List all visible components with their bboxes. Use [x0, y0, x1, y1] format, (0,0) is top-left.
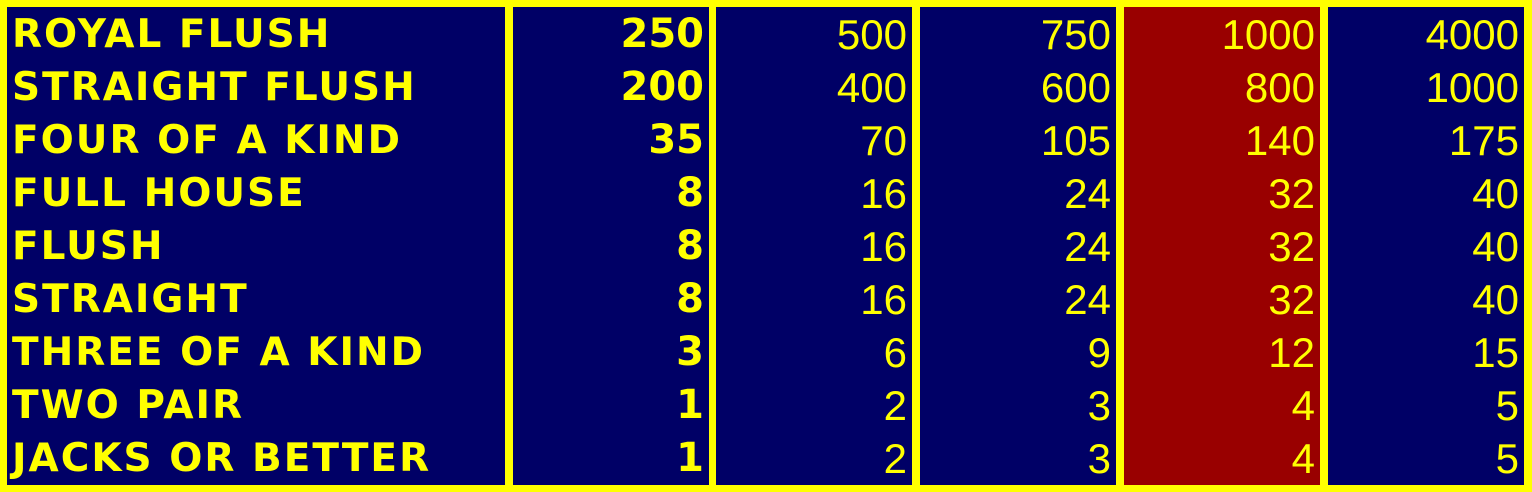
payout-cell: 140: [1244, 117, 1315, 164]
payout-cell: 24: [1064, 276, 1111, 323]
payout-cell: 32: [1268, 170, 1315, 217]
payout-cell: 6: [883, 329, 907, 376]
payout-cell: 600: [1040, 64, 1111, 111]
payout-cell: 8: [676, 223, 704, 269]
payout-cell: 3: [1087, 435, 1111, 482]
payout-cell: 5: [1495, 435, 1519, 482]
payout-cell: 24: [1064, 170, 1111, 217]
payout-cell: 35: [648, 117, 704, 163]
payout-cell: 3: [1087, 382, 1111, 429]
payout-cell: 5: [1495, 382, 1519, 429]
payout-cell: 16: [860, 170, 907, 217]
payout-cell: 8: [676, 170, 704, 216]
payout-cell: 400: [836, 64, 907, 111]
hand-two-pair: TWO PAIR: [12, 383, 245, 428]
payout-cell: 12: [1268, 329, 1315, 376]
payout-column-4-coins-active: [1124, 7, 1320, 485]
payout-cell: 1: [676, 382, 704, 428]
payout-cell: 250: [620, 11, 704, 57]
payout-cell: 70: [860, 117, 907, 164]
hand-royal-flush: ROYAL FLUSH: [12, 12, 332, 57]
payout-cell: 40: [1472, 276, 1519, 323]
payout-column-2-coins: [716, 7, 912, 485]
payout-cell: 500: [836, 11, 907, 58]
payout-cell: 4000: [1425, 11, 1519, 58]
payout-cell: 15: [1472, 329, 1519, 376]
payout-cell: 800: [1244, 64, 1315, 111]
payout-cell: 8: [676, 276, 704, 322]
payout-column-3-coins: [920, 7, 1116, 485]
payout-cell: 2: [883, 435, 907, 482]
payout-cell: 1: [676, 435, 704, 481]
hand-three-of-a-kind: THREE OF A KIND: [12, 330, 426, 375]
payout-column-5-coins: [1328, 7, 1524, 485]
hand-four-of-a-kind: FOUR OF A KIND: [12, 118, 402, 163]
hand-full-house: FULL HOUSE: [12, 171, 306, 216]
payout-cell: 24: [1064, 223, 1111, 270]
hand-jacks-or-better: JACKS OR BETTER: [12, 436, 432, 481]
hand-straight-flush: STRAIGHT FLUSH: [12, 65, 417, 110]
payout-cell: 3: [676, 329, 704, 375]
payout-cell: 105: [1040, 117, 1111, 164]
payout-cell: 16: [860, 276, 907, 323]
hand-names-column: [7, 7, 505, 485]
payout-cell: 4: [1291, 382, 1315, 429]
payout-cell: 200: [620, 64, 704, 110]
payout-cell: 1000: [1425, 64, 1519, 111]
payout-cell: 750: [1040, 11, 1111, 58]
hand-straight: STRAIGHT: [12, 277, 249, 322]
payout-cell: 4: [1291, 435, 1315, 482]
payout-cell: 1000: [1221, 11, 1315, 58]
payout-cell: 40: [1472, 170, 1519, 217]
hand-flush: FLUSH: [12, 224, 165, 269]
payout-cell: 2: [883, 382, 907, 429]
payout-cell: 175: [1448, 117, 1519, 164]
payout-cell: 32: [1268, 276, 1315, 323]
payout-column-1-coin: [513, 7, 709, 485]
payout-cell: 16: [860, 223, 907, 270]
payout-cell: 32: [1268, 223, 1315, 270]
payout-cell: 9: [1087, 329, 1111, 376]
payout-cell: 40: [1472, 223, 1519, 270]
